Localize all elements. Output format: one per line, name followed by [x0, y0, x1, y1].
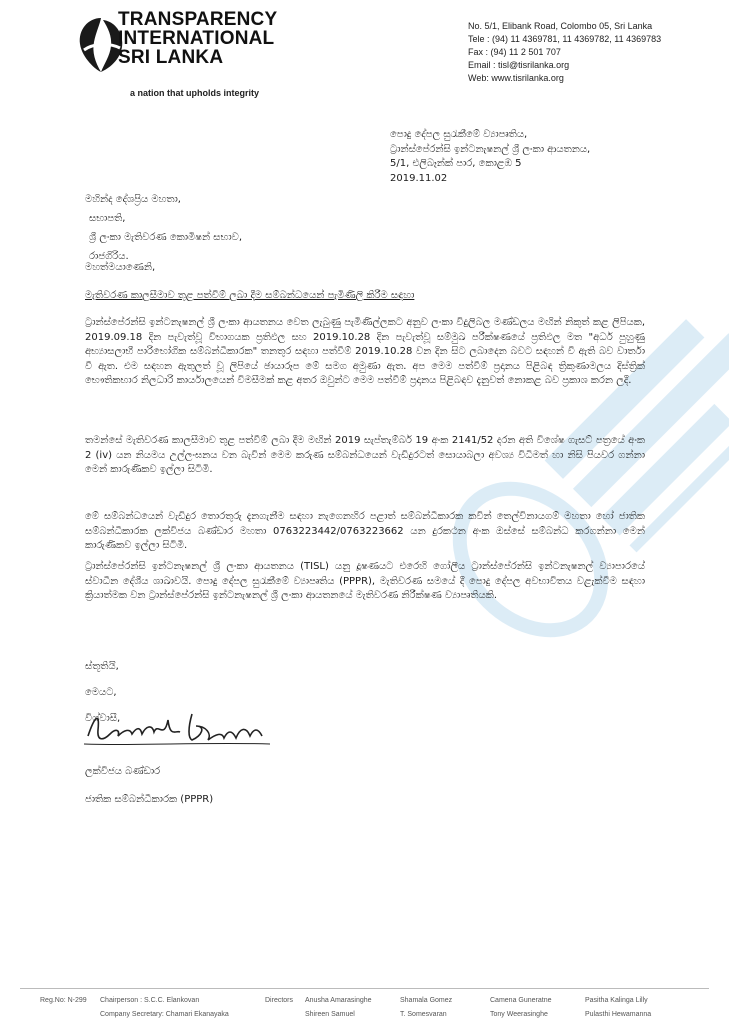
- closing-line: ස්තූතියි,: [85, 661, 119, 672]
- body-paragraph: තමන්සේ මැතිවරණ කාලසීමාව තුළ පත්වීම් ලබා දීම මඟින් 2019 සැප්තැම්බර් 19 අංක 2141/52 දරන අති විශේෂ ගැසට් පත්‍රයේ අංක 2 (iv) යන නියමය උල්ලංඝනය වන බැවින් මෙම කරුණ සම්බන්ධයෙන් වැඩිදුරටත් සොයාබලා අවශ්‍ය විධිමත් හා නිසි පියවර ගන්නා මෙන් කාරුණිකව ඉල්ලා සිටිමි.: [85, 435, 645, 475]
- contact-block: [468, 20, 661, 85]
- contact-address: No. 5/1, Elibank Road, Colombo 05, Sri Lanka: [468, 21, 653, 31]
- footer-director: Pasitha Kalinga Lilly: [585, 997, 648, 1004]
- footer-director: Tony Weerasinghe: [490, 1011, 548, 1018]
- org-name-line: INTERNATIONAL: [118, 28, 275, 49]
- recipient-line: මහින්ද දේශප්‍රිය මහතා,: [85, 194, 181, 205]
- sender-address: [390, 128, 590, 186]
- org-tagline: a nation that upholds integrity: [130, 88, 259, 98]
- contact-tele: Tele : (94) 11 4369781, 11 4369782, 11 4369783: [468, 34, 662, 44]
- recipient-line: රාජගිරිය.: [89, 251, 129, 262]
- body-paragraph: ට්‍රාන්ස්පේරන්සි ඉන්ටනැෂනල් ශ්‍රී ලංකා ආයතනය (TISL) යනු දූෂණයට එරෙහි ගෝලීය ට්‍රාන්ස්පේරන්සි ඉන්ටනැෂනල් ව්‍යාපාරයේ ස්වාධීන දේශීය ශාඛාවයි. පොදු දේපල සුරැකීමේ ව්‍යාපෘතිය (PPPR), මැතිවරණ සමයේ දී පොදු දේපල අවභාවිතය වළැක්වීම සඳහා ක්‍රියාත්මක වන ට්‍රාන්ස්පේරන්සි ඉන්ටනැෂනල් ශ්‍රී ලංකා ආයතනයේ මැතිවරණ නිරීක්ෂණ ව්‍යාපෘතියකි.: [85, 561, 645, 601]
- footer-reg: Reg.No: N-299: [40, 997, 87, 1004]
- footer-director: Shireen Samuel: [305, 1011, 355, 1018]
- footer-director: Camena Guneratne: [490, 997, 552, 1004]
- subject-line: මැතිවරණ කාලසීමාව තුළ පත්වීම් ලබා දීම සම්බන්ධයෙන් පැමිණිලි කිරීම සඳහා: [85, 290, 415, 301]
- body-paragraph: මේ සම්බන්ධයෙන් වැඩිදුර තොරතුරු දැනගැනීම සඳහා නැගෙනහිර පළාත් සම්බන්ධීකාරක කවින් තෙල්විනායගම් මහතා හෝ ජාතික සම්බන්ධීකාරක ලක්විජය බණ්ඩාර මහතා 0763223442/0763223662 යන දුරකථන අංක ඔස්සේ සම්බන්ධ කරගන්නා මෙන් කාරුණිකව ඉල්ලා සිටිමි.: [85, 511, 645, 551]
- contact-fax: Fax : (94) 11 2 501 707: [468, 47, 561, 57]
- contact-email: Email : tisl@tisrilanka.org: [468, 60, 570, 70]
- footer-director: Pulasthi Hewamanna: [585, 1011, 652, 1018]
- closing-line: විශ්වාසී,: [85, 713, 121, 724]
- org-name: [118, 10, 277, 67]
- footer-director: Shamala Gomez: [400, 997, 453, 1004]
- signatory-title: ජාතික සම්බන්ධීකාරක (PPPR): [85, 794, 214, 805]
- footer-chair: Chairperson : S.C.C. Elankovan: [100, 997, 200, 1004]
- sender-line: 5/1, එලිබෑන්ක් පාර, කොළඹ 5: [390, 158, 522, 169]
- handwritten-signature: [80, 700, 280, 752]
- closing-line: මෙයට,: [85, 687, 117, 698]
- recipient-address: [85, 190, 242, 266]
- footer-director: Anusha Amarasinghe: [305, 997, 372, 1004]
- footer-secretary: Company Secretary: Chamari Ekanayaka: [100, 1011, 229, 1018]
- salutation: මහත්මයාණෙනි,: [85, 262, 156, 273]
- org-name-line: SRI LANKA: [118, 47, 224, 68]
- recipient-line: ශ්‍රී ලංකා මැතිවරණ කොමිෂන් සභාව,: [89, 232, 243, 243]
- letter-date: 2019.11.02: [390, 172, 448, 184]
- footer-director: T. Somesvaran: [400, 1011, 447, 1018]
- body-paragraph: ට්‍රාන්ස්පේරන්සි ඉන්ටනැෂනල් ශ්‍රී ලංකා ආයතනය වෙත ලැබුණු පැමිණිල්ලකට අනුව ලංකා විදුලිබල මණ්ඩලය මඟින් නිකුත් කළ ලිපියක, 2019.09.18 දින පැවැත්වූ විභාගයක ප්‍රතිඵල සහ 2019.10.28 දින පැවැත්වූ සම්මුඛ පරීක්ෂණයේ ප්‍රතිඵල මත "අර්ධ පුහුණු අභ්‍යාසලාභී පාරිභෝගික සම්බන්ධීකාරක" තනතුර සඳහා පත්වීම් 2019.10.28 වන දින සිට ලබාදෙන බවට සඳහන් වී ඇති බව වාර්තා වී ඇත. එම සඳහන ඇතුලත් වූ ලිපියේ ඡායාරූප මේ සමග අමුණා ඇත. අප මෙම පත්වීම් ප්‍රදානය පිළිබඳ ත්‍රිකුණාමලය දිස්ත්‍රික් භෞතිකභාර නිලධාරි කාර්යාලයෙන් විමසීමක් කළ අතර ඔවුන්ට මෙම පත්වීම් ප්‍රදානය පිළිබඳව දැනුවත් නොකළ බව ප්‍රකාශ කරන ලදී.: [85, 317, 645, 386]
- sender-line: ට්‍රාන්ස්පේරන්සි ඉන්ටනැෂනල් ශ්‍රී ලංකා ආයතනය,: [390, 143, 591, 155]
- sender-line: පොදු දේපල සුරැකීමේ ව්‍යාපෘතිය,: [390, 129, 528, 140]
- contact-web: Web: www.tisrilanka.org: [468, 73, 564, 83]
- footer-directors-label: Directors: [265, 997, 294, 1004]
- org-name-line: TRANSPARENCY: [118, 9, 278, 30]
- org-logo: [70, 10, 330, 100]
- footer-divider: [20, 988, 709, 989]
- signatory-name: ලක්විජය බණ්ඩාර: [85, 766, 161, 777]
- recipient-line: සභාපති,: [89, 213, 126, 224]
